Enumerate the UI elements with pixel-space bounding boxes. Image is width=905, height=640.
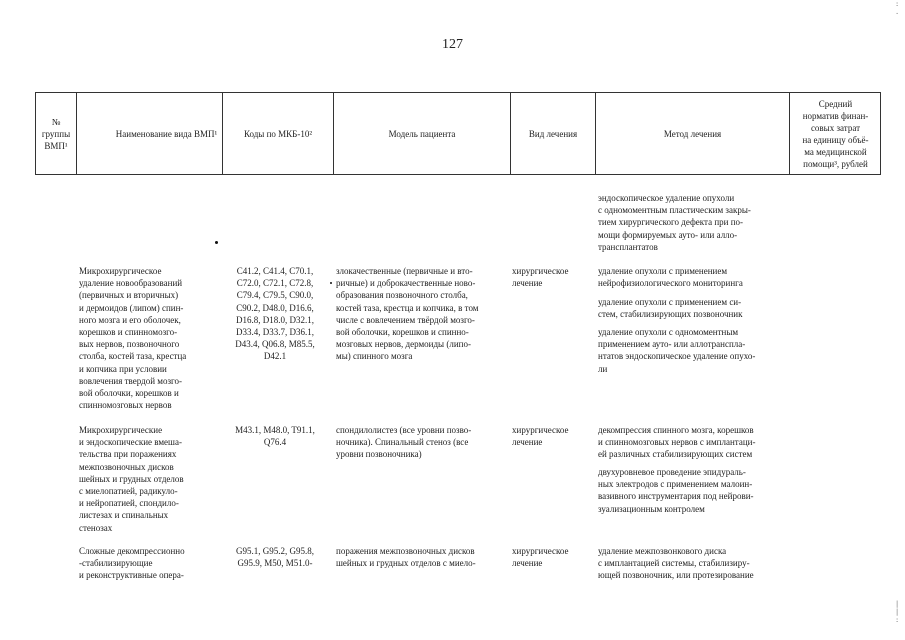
row-vmp-name: Сложные декомпрессионно -стабилизирующие и реконструктивные опера- [79,546,185,581]
row-method: двухуровневое проведение эпидураль- ных электродов с применением малоин- вазивного инструментария под нейрови- зуализационным контролем [598,467,754,514]
scan-speck [215,241,218,244]
header-average-cost: Средний норматив финан- совых затрат на единицу объё- ма медицинской помощи³, рублей [789,93,881,174]
row-treatment-type: хирургическое лечение [512,266,569,289]
row-icd-codes: G95.1, G95.2, G95.8, G95.9, M50, M51.0- [236,546,314,569]
row-treatment-type: хирургическое лечение [512,546,569,569]
header-icd-codes: Коды по МКБ-10² [222,93,333,174]
header-group-number: № группы ВМП¹ [41,116,71,151]
row-treatment-type: хирургическое лечение [512,425,569,448]
header-vmp-name: Наименование вида ВМП¹ [76,93,256,174]
header-patient-model: Модель пациента [333,93,510,174]
row-method: удаление опухоли с одномоментным применением ауто- или аллотранспла- нтатов эндоскопическое удаление опухо- ли [598,327,756,374]
row-patient-model: поражения межпозвоночных дисков шейных и грудных отделов с миело- [336,546,476,569]
scan-speck [330,282,332,284]
row-method: удаление опухоли с применением нейрофизиологического мониторинга [598,266,743,289]
header-treatment-method: Метод лечения [595,93,789,174]
row-icd-codes: C41.2, C41.4, C70.1, C72.0, C72.1, C72.8, C79.4, C79.5, C90.0, C90.2, D48.0, D16.6, D16.8, D18.0, D32.1, D33.4, D33.7, D36.1, D43.4, Q06.8, M85.5, D42.1 [235,266,315,362]
row-method: удаление опухоли с применением си- стем, стабилизирующих позвоночник [598,297,743,320]
row-patient-model: спондилолистез (все уровни позво- ночника). Спинальный стеноз (все уровни позвоночника) [336,425,472,460]
header-treatment-type: Вид лечения [510,93,595,174]
row-vmp-name: Микрохирургическое удаление новообразований (первичных и вторичных) и дермоидов (липом) спин- ного мозга и его оболочек, корешков и спинномозго- вых нервов, позвоночного столба, костей таза, крестца и копчика при условии вовлечения твердой мозго- вой оболочки, корешков и спинномозговых нервов [79,266,187,411]
row-method: декомпрессия спинного мозга, корешков и спинномозговых нервов с имплантаци- ей различных стабилизирующих систем [598,425,756,460]
scan-edge-artifact: | | : [895,600,900,624]
row-icd-codes: M43.1, M48.0, T91.1, Q76.4 [235,425,315,448]
scan-edge-artifact: : . [895,0,900,16]
row-vmp-name: Микрохирургические и эндоскопические вмеша- тельства при поражениях межпозвоночных дисков шейных и грудных отделов с миелопатией, радикуло- и нейропатией, спондило- листезах и спинальных стенозах [79,425,184,533]
table-header [35,92,881,175]
row-method: удаление межпозвонкового диска с имплантацией системы, стабилизиру- ющей позвоночник, или протезирование [598,546,754,581]
continuation-method: эндоскопическое удаление опухоли с одномоментным пластическим закры- тием хирургического дефекта при по- мощи формируемых ауто- или алло- трансплантатов [598,193,751,252]
row-patient-model: злокачественные (первичные и вто- ричные) и доброкачественные ново- образования позвоночного столба, костей таза, крестца и копчика, в том числе с вовлечением твёрдой мозго- вой оболочки, корешков и спинно- мозговых нервов, дермоиды (липо- мы) спинного мозга [336,266,479,362]
page-number: 127 [442,37,463,52]
